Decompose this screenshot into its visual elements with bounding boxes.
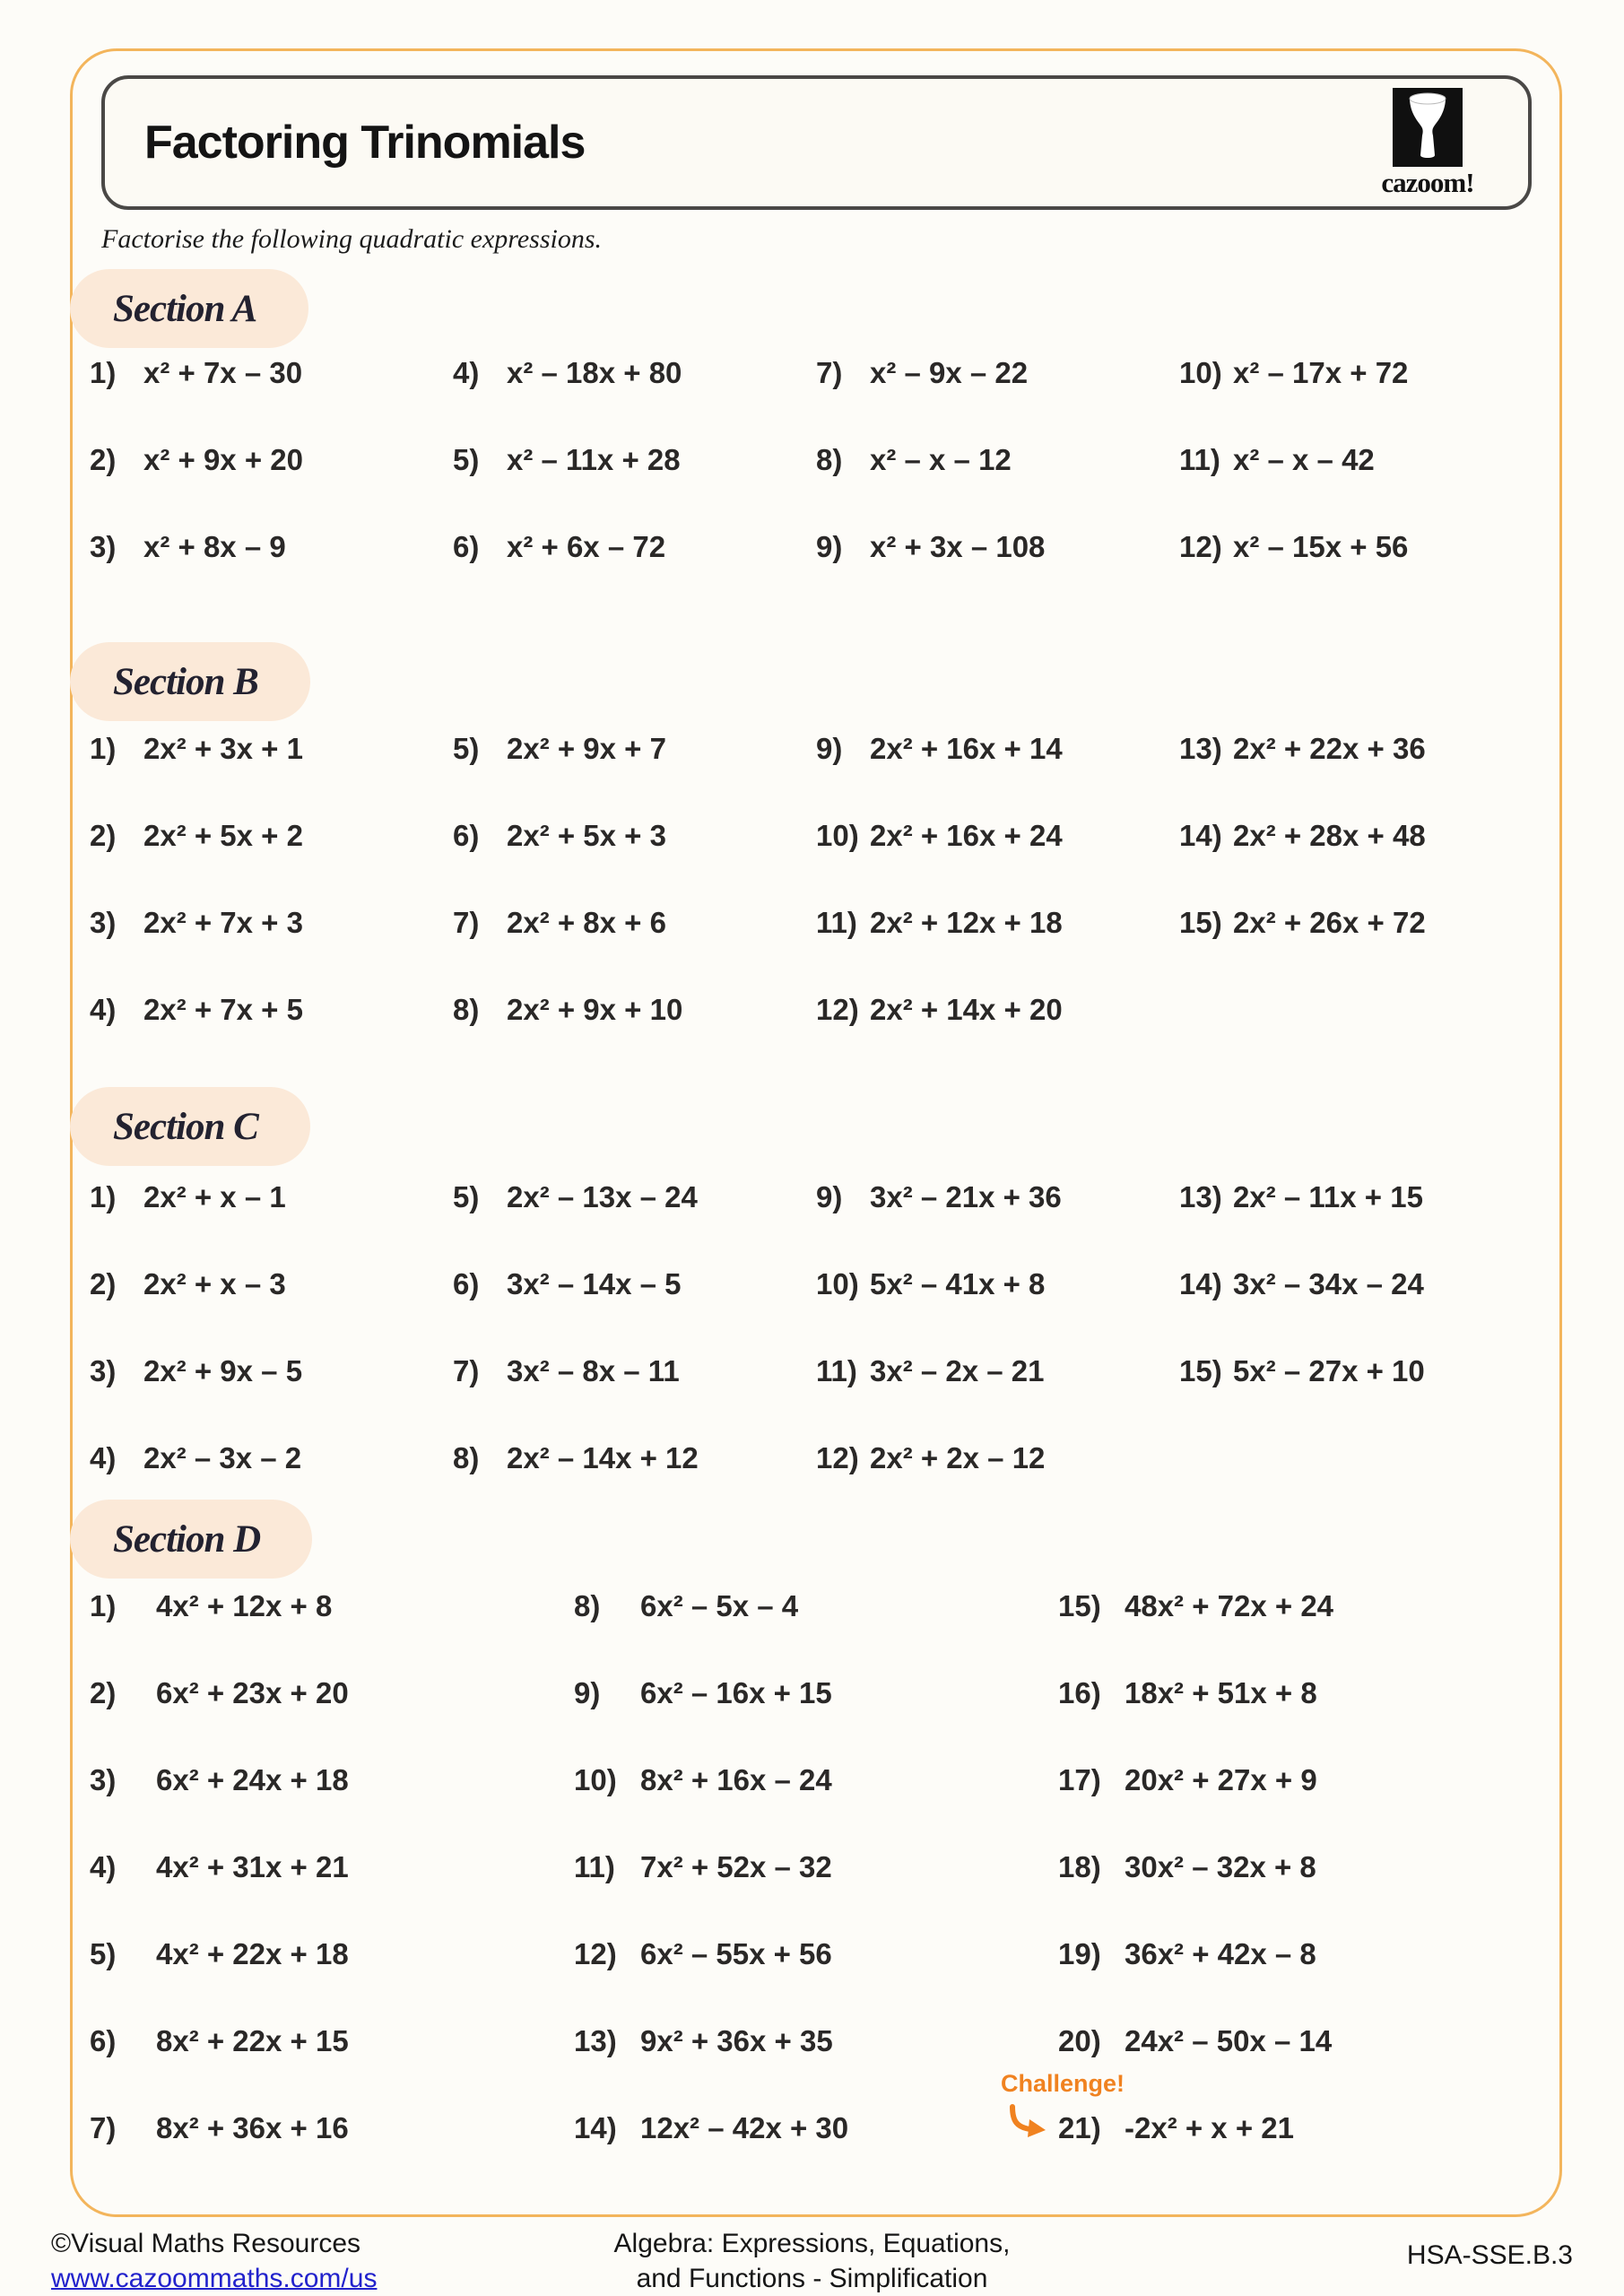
problem-number: 12) <box>1179 530 1222 563</box>
problem-item <box>453 993 816 1080</box>
problem-number: 3) <box>90 1354 117 1387</box>
problem-item <box>1179 1267 1542 1354</box>
problem-number: 4) <box>90 993 117 1026</box>
problem-expression: 2x² + 9x – 5 <box>143 1354 303 1387</box>
problem-expression: x² – 11x + 28 <box>507 443 681 476</box>
problem-expression: x² – 18x + 80 <box>507 356 682 389</box>
problem-expression: 8x² + 22x + 15 <box>156 2024 349 2057</box>
problem-item <box>90 1850 574 1937</box>
problem-item <box>1179 356 1542 443</box>
problem-expression: 2x² – 3x – 2 <box>143 1441 302 1474</box>
problem-expression: 5x² – 41x + 8 <box>870 1267 1046 1300</box>
problem-item <box>816 530 1179 617</box>
problem-expression: 18x² + 51x + 8 <box>1125 1676 1317 1709</box>
problem-item <box>453 1180 816 1267</box>
problem-item <box>90 1763 574 1850</box>
djembe-drum-icon <box>1393 88 1463 167</box>
problem-item <box>90 1180 453 1267</box>
problem-number: 1) <box>90 1589 117 1622</box>
problem-expression: 2x² + 12x + 18 <box>870 906 1063 939</box>
problem-expression: 4x² + 31x + 21 <box>156 1850 349 1883</box>
problem-number: 6) <box>453 819 480 852</box>
problem-number: 3) <box>90 1763 117 1796</box>
problem-item <box>1179 443 1542 530</box>
problem-item <box>90 2111 574 2198</box>
problem-expression: 2x² + 28x + 48 <box>1233 819 1426 852</box>
problem-item <box>1058 1937 1542 2024</box>
problem-item <box>90 1937 574 2024</box>
problem-expression: 9x² + 36x + 35 <box>640 2024 833 2057</box>
problem-item <box>816 356 1179 443</box>
problem-item <box>90 530 453 617</box>
section-c-title: Section C <box>113 1105 258 1148</box>
problem-item <box>574 2024 1058 2111</box>
problem-expression: 2x² + x – 1 <box>143 1180 286 1213</box>
problem-expression: 2x² – 13x – 24 <box>507 1180 698 1213</box>
problem-item <box>816 443 1179 530</box>
problem-number: 10) <box>816 819 859 852</box>
problem-item <box>453 1267 816 1354</box>
problem-item <box>453 906 816 993</box>
logo-wordmark: cazoom! <box>1381 167 1474 198</box>
section-b-problems <box>90 732 1542 1080</box>
problem-number: 15) <box>1058 1589 1101 1622</box>
problem-item <box>1179 906 1542 993</box>
problem-expression: x² + 7x – 30 <box>143 356 303 389</box>
problem-expression: 3x² – 21x + 36 <box>870 1180 1062 1213</box>
problem-item <box>574 1763 1058 1850</box>
section-a-header <box>70 269 308 348</box>
problem-item <box>816 1267 1179 1354</box>
problem-expression: 2x² + 5x + 3 <box>507 819 666 852</box>
problem-expression: 2x² + 9x + 7 <box>507 732 666 765</box>
problem-number: 10) <box>1179 356 1222 389</box>
problem-expression: 2x² – 14x + 12 <box>507 1441 699 1474</box>
problem-expression: x² – 9x – 22 <box>870 356 1029 389</box>
problem-item <box>1179 530 1542 617</box>
problem-expression: 4x² + 22x + 18 <box>156 1937 349 1970</box>
problem-item <box>90 2024 574 2111</box>
problem-expression: 3x² – 8x – 11 <box>507 1354 680 1387</box>
problem-number: 5) <box>453 1180 480 1213</box>
problem-number: 2) <box>90 1267 117 1300</box>
section-b-title: Section B <box>113 660 258 703</box>
problem-expression: 2x² + 26x + 72 <box>1233 906 1426 939</box>
problem-expression: 5x² – 27x + 10 <box>1233 1354 1425 1387</box>
problem-item <box>90 1354 453 1441</box>
problem-number: 1) <box>90 1180 117 1213</box>
problem-number: 14) <box>574 2111 617 2144</box>
problem-expression: 2x² + 7x + 5 <box>143 993 303 1026</box>
problem-item <box>1179 732 1542 819</box>
problem-expression: 8x² + 16x – 24 <box>640 1763 832 1796</box>
section-d-header <box>70 1500 312 1578</box>
problem-number: 7) <box>453 906 480 939</box>
cazoom-logo <box>1368 88 1487 199</box>
problem-expression: 2x² + 14x + 20 <box>870 993 1063 1026</box>
problem-expression: -2x² + x + 21 <box>1125 2111 1294 2144</box>
problem-expression: 12x² – 42x + 30 <box>640 2111 849 2144</box>
problem-expression: 2x² + 3x + 1 <box>143 732 303 765</box>
title-box <box>101 75 1532 210</box>
problem-number: 1) <box>90 732 117 765</box>
problem-expression: x² + 8x – 9 <box>143 530 286 563</box>
problem-item <box>1001 2070 1542 2198</box>
problem-item <box>90 906 453 993</box>
problem-expression: 2x² + 9x + 10 <box>507 993 683 1026</box>
problem-number: 3) <box>90 530 117 563</box>
problem-expression: 6x² + 23x + 20 <box>156 1676 349 1709</box>
section-b-header <box>70 642 310 721</box>
problem-number: 2) <box>90 1676 117 1709</box>
website-link[interactable]: www.cazoommaths.com/us <box>51 2264 378 2293</box>
problem-expression: 3x² – 14x – 5 <box>507 1267 682 1300</box>
problem-expression: 48x² + 72x + 24 <box>1125 1589 1334 1622</box>
problem-expression: 30x² – 32x + 8 <box>1125 1850 1316 1883</box>
footer-topic-line2: and Functions - Simplification <box>636 2264 988 2293</box>
problem-item <box>1179 1354 1542 1441</box>
problem-item <box>1179 1180 1542 1267</box>
problem-item <box>1058 1589 1542 1676</box>
problem-number: 8) <box>453 993 480 1026</box>
problem-expression: 2x² + 7x + 3 <box>143 906 303 939</box>
problem-item <box>816 1180 1179 1267</box>
problem-expression: x² – x – 12 <box>870 443 1012 476</box>
problem-number: 5) <box>453 443 480 476</box>
problem-number: 9) <box>574 1676 601 1709</box>
problem-expression: 36x² + 42x – 8 <box>1125 1937 1316 1970</box>
problem-item <box>453 356 816 443</box>
problem-item <box>816 1354 1179 1441</box>
problem-number: 10) <box>574 1763 617 1796</box>
section-a-title: Section A <box>113 287 257 330</box>
problem-number: 19) <box>1058 1937 1101 1970</box>
problem-number: 4) <box>90 1441 117 1474</box>
section-c-problems <box>90 1180 1542 1528</box>
problem-expression: 2x² – 11x + 15 <box>1233 1180 1423 1213</box>
problem-number: 15) <box>1179 1354 1222 1387</box>
footer <box>51 2226 1573 2296</box>
problem-expression: 2x² + 16x + 24 <box>870 819 1063 852</box>
problem-item <box>453 443 816 530</box>
problem-item <box>453 819 816 906</box>
section-a-problems <box>90 356 1542 617</box>
challenge-arrow-icon <box>1006 2104 1047 2138</box>
problem-number: 6) <box>453 530 480 563</box>
problem-number: 5) <box>453 732 480 765</box>
problem-number: 13) <box>574 2024 617 2057</box>
problem-item <box>1058 1850 1542 1937</box>
problem-item <box>816 993 1179 1080</box>
problem-number: 11) <box>816 906 857 939</box>
problem-number: 9) <box>816 1180 843 1213</box>
problem-number: 7) <box>453 1354 480 1387</box>
section-d-problems <box>90 1589 1542 2198</box>
problem-number: 2) <box>90 443 117 476</box>
problem-number: 11) <box>574 1850 615 1883</box>
problem-number: 11) <box>1179 443 1220 476</box>
problem-number: 12) <box>816 1441 859 1474</box>
problem-number: 20) <box>1058 2024 1101 2057</box>
problem-item <box>90 819 453 906</box>
problem-expression: 7x² + 52x – 32 <box>640 1850 832 1883</box>
problem-item <box>816 732 1179 819</box>
problem-number: 14) <box>1179 819 1222 852</box>
problem-expression: 2x² + x – 3 <box>143 1267 286 1300</box>
problem-expression: 3x² – 2x – 21 <box>870 1354 1045 1387</box>
problem-item <box>453 732 816 819</box>
problem-item <box>90 1676 574 1763</box>
section-c-header <box>70 1087 310 1166</box>
problem-number: 5) <box>90 1937 117 1970</box>
page-title: Factoring Trinomials <box>144 117 586 169</box>
problem-expression: x² – 15x + 56 <box>1233 530 1409 563</box>
problem-expression: x² + 9x + 20 <box>143 443 303 476</box>
problem-expression: x² + 3x – 108 <box>870 530 1046 563</box>
copyright-text: ©Visual Maths Resources <box>51 2229 361 2258</box>
problem-number: 1) <box>90 356 117 389</box>
problem-expression: x² – 17x + 72 <box>1233 356 1409 389</box>
problem-expression: 2x² + 8x + 6 <box>507 906 666 939</box>
problem-number: 12) <box>816 993 859 1026</box>
problem-number: 11) <box>816 1354 857 1387</box>
standard-code: HSA-SSE.B.3 <box>1406 2240 1573 2270</box>
instruction-text: Factorise the following quadratic expressions. <box>101 224 603 254</box>
problem-number: 16) <box>1058 1676 1101 1709</box>
problem-number: 8) <box>574 1589 601 1622</box>
problem-item <box>1058 2024 1542 2111</box>
challenge-label: Challenge! <box>1001 2070 1125 2097</box>
problem-expression: 2x² + 2x – 12 <box>870 1441 1046 1474</box>
problem-item <box>90 1267 453 1354</box>
problem-number: 3) <box>90 906 117 939</box>
footer-topic-line1: Algebra: Expressions, Equations, <box>613 2229 1011 2258</box>
problem-expression: 6x² + 24x + 18 <box>156 1763 349 1796</box>
problem-number: 9) <box>816 530 843 563</box>
problem-number: 4) <box>453 356 480 389</box>
problem-number: 6) <box>453 1267 480 1300</box>
problem-item <box>574 2111 1058 2198</box>
problem-number: 13) <box>1179 1180 1222 1213</box>
problem-item <box>816 1441 1179 1528</box>
problem-item <box>574 1676 1058 1763</box>
problem-number: 17) <box>1058 1763 1101 1796</box>
problem-item <box>90 993 453 1080</box>
problem-item <box>90 1589 574 1676</box>
problem-expression: 4x² + 12x + 8 <box>156 1589 333 1622</box>
problem-expression: 3x² – 34x – 24 <box>1233 1267 1424 1300</box>
problem-item <box>1058 1763 1542 1850</box>
problem-expression: x² + 6x – 72 <box>507 530 666 563</box>
problem-item <box>1179 819 1542 906</box>
problem-number: 7) <box>816 356 843 389</box>
problem-item <box>453 530 816 617</box>
problem-expression: 6x² – 55x + 56 <box>640 1937 832 1970</box>
problem-number: 9) <box>816 732 843 765</box>
problem-expression: 6x² – 16x + 15 <box>640 1676 832 1709</box>
problem-number: 4) <box>90 1850 117 1883</box>
problem-item <box>816 819 1179 906</box>
problem-item <box>90 443 453 530</box>
problem-expression: 2x² + 16x + 14 <box>870 732 1063 765</box>
problem-expression: 2x² + 5x + 2 <box>143 819 303 852</box>
problem-number: 7) <box>90 2111 117 2144</box>
problem-number: 13) <box>1179 732 1222 765</box>
section-d-title: Section D <box>113 1518 261 1561</box>
problem-number: 8) <box>816 443 843 476</box>
problem-expression: 6x² – 5x – 4 <box>640 1589 799 1622</box>
problem-item <box>453 1441 816 1528</box>
problem-expression: 24x² – 50x – 14 <box>1125 2024 1333 2057</box>
problem-item <box>574 1850 1058 1937</box>
problem-item <box>574 1589 1058 1676</box>
problem-number: 15) <box>1179 906 1222 939</box>
problem-item <box>1058 1676 1542 1763</box>
problem-expression: 20x² + 27x + 9 <box>1125 1763 1317 1796</box>
problem-expression: 2x² + 22x + 36 <box>1233 732 1426 765</box>
problem-number: 18) <box>1058 1850 1101 1883</box>
problem-number: 10) <box>816 1267 859 1300</box>
problem-number: 2) <box>90 819 117 852</box>
problem-item <box>574 1937 1058 2024</box>
problem-number: 21) <box>1058 2111 1101 2144</box>
problem-number: 14) <box>1179 1267 1222 1300</box>
problem-expression: 8x² + 36x + 16 <box>156 2111 349 2144</box>
problem-item <box>816 906 1179 993</box>
problem-item <box>90 732 453 819</box>
problem-item <box>90 356 453 443</box>
problem-number: 8) <box>453 1441 480 1474</box>
problem-expression: x² – x – 42 <box>1233 443 1375 476</box>
problem-number: 12) <box>574 1937 617 1970</box>
problem-item <box>453 1354 816 1441</box>
problem-number: 6) <box>90 2024 117 2057</box>
